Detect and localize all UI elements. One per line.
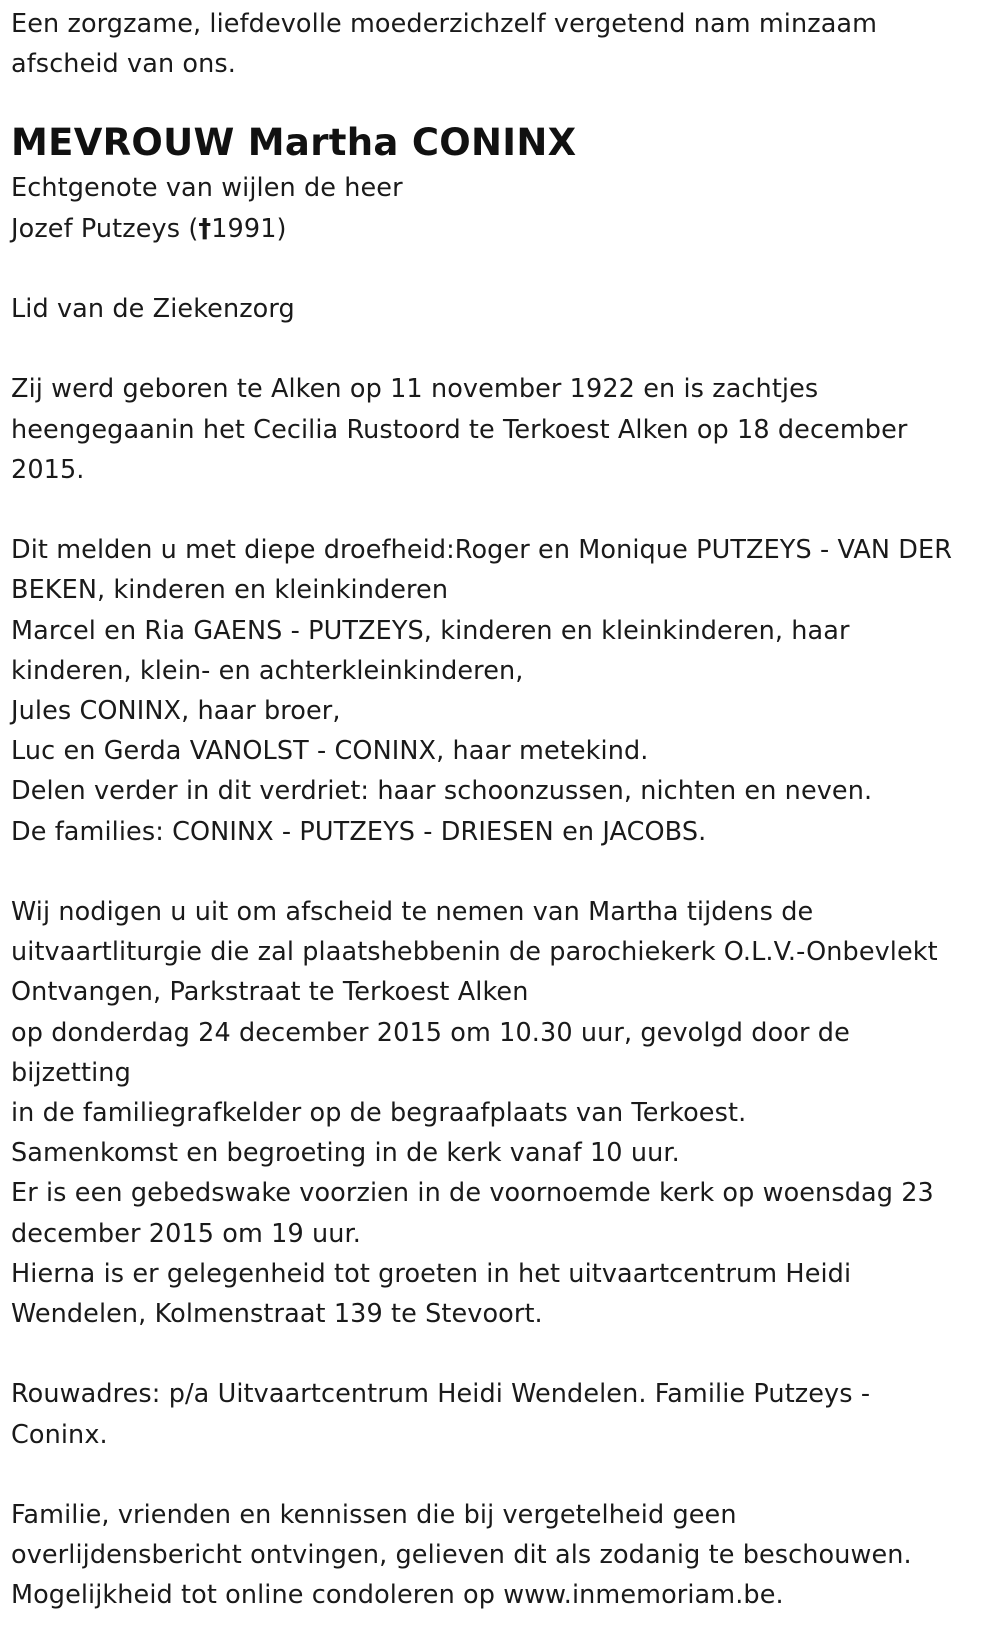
family-line: Dit melden u met diepe droefheid:Roger en Monique PUTZEYS - VAN DER	[11, 535, 953, 566]
funeral-line: Er is een gebedswake voorzien in de voornoemde kerk op woensdag 23	[11, 1178, 934, 1209]
funeral-line: december 2015 om 19 uur.	[11, 1218, 361, 1249]
spouse-death-year: 1991)	[211, 213, 287, 244]
family-line: Marcel en Ria GAENS - PUTZEYS, kinderen en kleinkinderen, haar	[11, 615, 850, 646]
spacer	[11, 1334, 992, 1374]
family-line: Luc en Gerda VANOLST - CONINX, haar metekind.	[11, 736, 649, 767]
family-line: Jules CONINX, haar broer,	[11, 696, 341, 726]
closing-line: Familie, vrienden en kennissen die bij vergetelheid geen	[11, 1500, 737, 1531]
spacer	[11, 490, 992, 530]
birth-death-paragraph	[11, 369, 992, 490]
funeral-line: Ontvangen, Parkstraat te Terkoest Alken	[11, 977, 529, 1008]
intro-paragraph	[11, 4, 992, 84]
closing-line: Mogelijkheid tot online condoleren op www.inmemoriam.be.	[11, 1580, 784, 1611]
spouse-paragraph	[11, 168, 992, 248]
address-line: Coninx.	[11, 1419, 108, 1450]
funeral-line: in de familiegrafkelder op de begraafplaats van Terkoest.	[11, 1098, 747, 1129]
funeral-line: uitvaartliturgie die zal plaatshebbenin de parochiekerk O.L.V.-Onbevlekt	[11, 937, 938, 968]
cross-icon: †	[198, 213, 212, 244]
birth-death-line: Zij werd geboren te Alken op 11 november 1922 en is zachtjes	[11, 374, 819, 405]
spacer	[11, 249, 992, 289]
funeral-line: bijzetting	[11, 1057, 131, 1088]
birth-death-line: 2015.	[11, 454, 85, 485]
closing-line: overlijdensbericht ontvingen, gelieven dit als zodanig te beschouwen.	[11, 1540, 912, 1571]
deceased-name-title: MEVROUW Martha CONINX	[11, 121, 577, 165]
funeral-line: Wij nodigen u uit om afscheid te nemen van Martha tijdens de	[11, 897, 814, 927]
funeral-line: op donderdag 24 december 2015 om 10.30 uur, gevolgd door de	[11, 1017, 850, 1048]
funeral-paragraph	[11, 892, 992, 1334]
birth-death-line: heengegaanin het Cecilia Rustoord te Terkoest Alken op 18 december	[11, 414, 908, 445]
intro-line: afscheid van ons.	[11, 49, 236, 80]
closing-paragraph	[11, 1495, 992, 1616]
funeral-line: Hierna is er gelegenheid tot groeten in het uitvaartcentrum Heidi	[11, 1258, 852, 1289]
funeral-line: Samenkomst en begroeting in de kerk vanaf 10 uur.	[11, 1138, 680, 1169]
spacer	[11, 852, 992, 892]
address-line: Rouwadres: p/a Uitvaartcentrum Heidi Wendelen. Familie Putzeys -	[11, 1379, 871, 1410]
spouse-line	[11, 209, 992, 249]
family-line: De families: CONINX - PUTZEYS - DRIESEN en JACOBS.	[11, 816, 707, 847]
funeral-line: Wendelen, Kolmenstraat 139 te Stevoort.	[11, 1299, 543, 1330]
spouse-line: Echtgenote van wijlen de heer	[11, 173, 403, 204]
spacer	[11, 1455, 992, 1495]
intro-line: Een zorgzame, liefdevolle moederzichzelf vergetend nam minzaam	[11, 9, 878, 39]
spouse-name: Jozef Putzeys (	[11, 213, 199, 244]
family-line: kinderen, klein- en achterkleinkinderen,	[11, 655, 524, 686]
family-paragraph	[11, 530, 992, 852]
spacer	[11, 329, 992, 369]
membership-line: Lid van de Ziekenzorg	[11, 294, 295, 324]
family-line: BEKEN, kinderen en kleinkinderen	[11, 575, 449, 606]
address-paragraph	[11, 1374, 992, 1454]
family-line: Delen verder in dit verdriet: haar schoonzussen, nichten en neven.	[11, 776, 873, 807]
